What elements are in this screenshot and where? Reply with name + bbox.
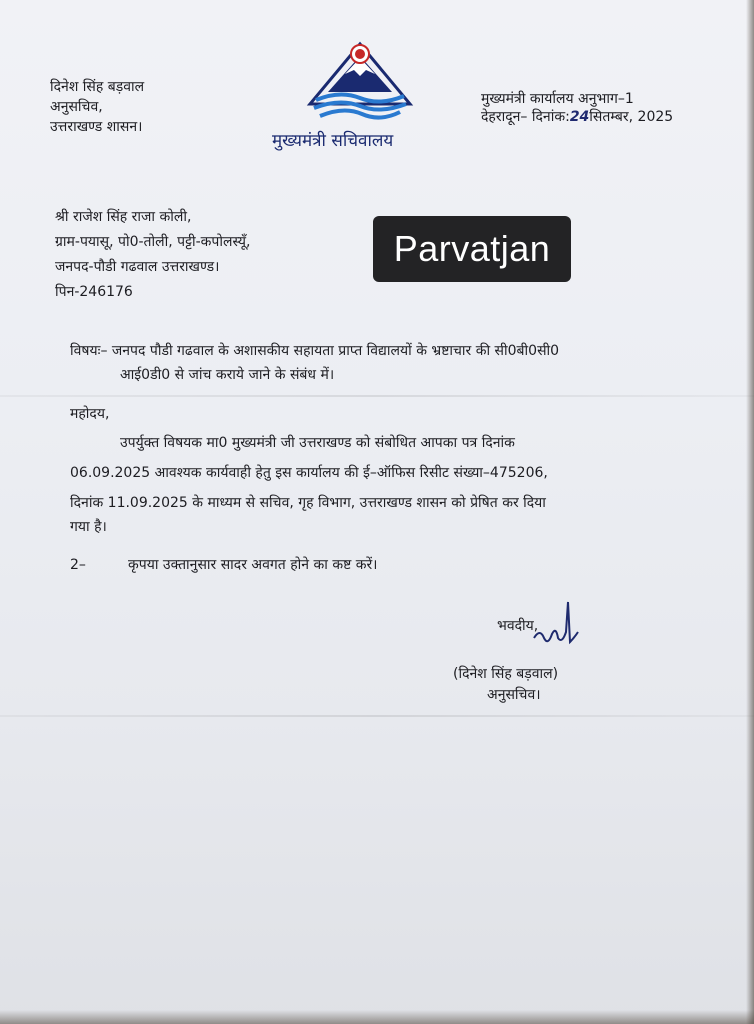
subject-line: विषयः– जनपद पौडी गढवाल के अशासकीय सहायता प्राप्त विद्यालयों के भ्रष्टाचार की सी0बी0सी0 — [70, 343, 560, 359]
place-label: देहरादून– दिनांक: — [481, 109, 570, 125]
recipient-line: पिन-246176 — [55, 284, 133, 300]
point-text: कृपया उक्तानुसार सादर अवगत होने का कष्ट करें। — [128, 557, 378, 573]
emblem-caption: मुख्यमंत्री सचिवालय — [272, 131, 394, 151]
sender-name: दिनेश सिंह बड़वाल — [50, 79, 145, 95]
point-number: 2– — [70, 557, 86, 573]
body-line: गया है। — [70, 519, 107, 535]
subject-line: आई0डी0 से जांच कराये जाने के संबंध में। — [120, 367, 335, 383]
watermark-badge: Parvatjan — [373, 216, 571, 282]
handwritten-date: 24 — [569, 109, 590, 125]
paper-edge-shadow — [746, 0, 754, 1024]
signer-designation: अनुसचिव। — [487, 687, 541, 703]
salutation: महोदय, — [70, 406, 110, 422]
body-line: दिनांक 11.09.2025 के माध्यम से सचिव, गृह विभाग, उत्तराखण्ड शासन को प्रेषित कर दिया — [70, 495, 546, 511]
recipient-line: श्री राजेश सिंह राजा कोली, — [55, 209, 192, 225]
recipient-line: जनपद-पौडी गढवाल उत्तराखण्ड। — [55, 259, 220, 275]
recipient-line: ग्राम-पयासू, पो0-तोली, पट्टी-कपोलस्यूँ, — [55, 234, 251, 250]
date-month-year: सितम्बर, 2025 — [589, 109, 674, 125]
body-line: 06.09.2025 आवश्यक कार्यवाही हेतु इस कार्यालय की ई–ऑफिस रिसीट संख्या–475206, — [70, 465, 548, 481]
signer-name: (दिनेश सिंह बड़वाल) — [453, 666, 559, 682]
paper-fold — [0, 395, 754, 397]
place-and-date — [481, 108, 673, 126]
sender-designation: अनुसचिव, — [50, 99, 103, 115]
sender-organization: उत्तराखण्ड शासन। — [50, 119, 143, 135]
body-line: उपर्युक्त विषयक मा0 मुख्यमंत्री जी उत्तराखण्ड को संबोधित आपका पत्र दिनांक — [120, 435, 515, 451]
paper-edge-shadow — [0, 1010, 754, 1024]
paper-fold — [0, 715, 754, 717]
office-section: मुख्यमंत्री कार्यालय अनुभाग–1 — [481, 91, 634, 107]
closing-word: भवदीय, — [497, 618, 539, 634]
cm-secretariat-emblem — [300, 40, 420, 126]
handwritten-signature — [528, 598, 588, 658]
